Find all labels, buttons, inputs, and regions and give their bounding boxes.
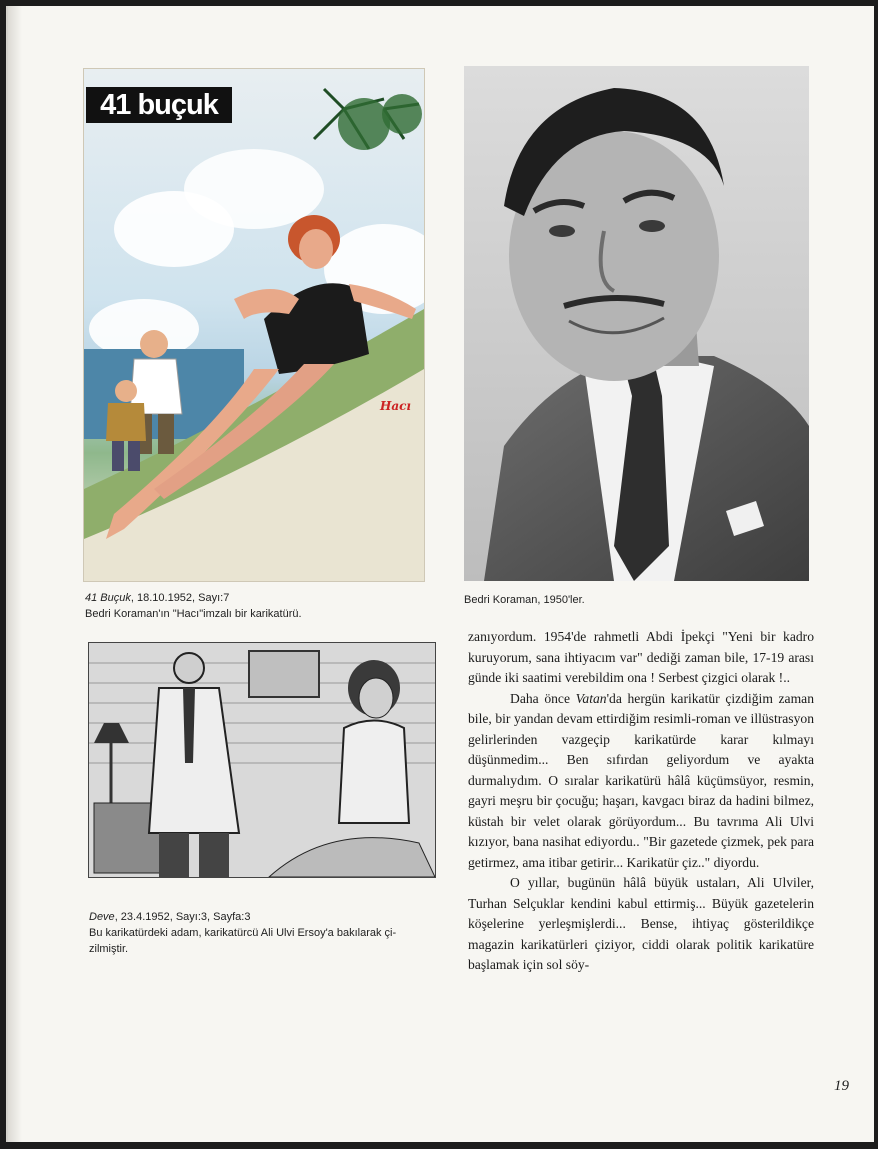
article-paragraph-2: Daha önce Vatan'da hergün karikatür çizdiğim zaman bile, bir yandan devam ettirdiğim resimli-roman ve illüstrasyon gelirlerinden vazgeçip karikatürde karar kılmayı düşünmedim... Ben sıfırdan geliyordum ve ayakta durmalıydım. O sıralar karikatürü hâlâ küçümsüyor, resmin, gayri meşru bir çocuğu; haşarı, kavgacı biraz da hadini bilmez, küstah bir velet olarak görüyordum... Bu tavrıma Ali Ulvi kızıyor, bana nasihat ediyordu.. "Bir gazetede çizmek, pek para getirmez, ama itibar getirir... Karikatür çiz.." diyordu.	[468, 690, 814, 870]
portrait-caption: Bedri Koraman, 1950'ler.	[464, 594, 585, 606]
portrait-photo	[464, 66, 809, 581]
comic-panel-image	[88, 642, 436, 878]
article-paragraph-3: O yıllar, bugünün hâlâ büyük ustaları, Ali Ulviler, Turhan Selçuklar kendini kabul ettirmiş... Büyük gazetelerin köşelerine yerleşmişlerdi... Bense, ihtiyaç gösterildikçe magazin karikatürleri çiziyor, ciddi olarak politik karikatüre başlamak için sol söy-	[468, 875, 814, 972]
magazine-cover-image	[83, 68, 425, 582]
article-paragraph-1: zanıyordum. 1954'de rahmetli Abdi İpekçi "Yeni bir kadro kuruyorum, sana ihtiyacım var" dediği zaman bile, 17-19 arası günde iki saatimi verebildim ona ! Serbest çizgici olarak !..	[468, 629, 814, 685]
panel-caption-title: Deve	[89, 911, 115, 923]
cover-caption-details: , 18.10.1952, Sayı:7	[130, 592, 230, 604]
book-page	[6, 6, 874, 1142]
panel-caption-line3: zilmiştir.	[89, 943, 129, 955]
cover-caption-title: 41 Buçuk	[85, 592, 131, 604]
artist-signature: Hacı	[380, 399, 411, 413]
comic-illustration	[89, 643, 435, 877]
cover-caption-line2: Bedri Koraman'ın "Hacı"imzalı bir karikatürü.	[85, 608, 302, 620]
panel-caption	[89, 909, 396, 957]
newspaper-name: Vatan	[575, 690, 607, 706]
cover-illustration	[84, 69, 424, 581]
cover-caption	[85, 590, 302, 622]
article-body	[468, 627, 814, 976]
portrait-illustration	[464, 66, 809, 581]
panel-caption-details: , 23.4.1952, Sayı:3, Sayfa:3	[114, 911, 251, 923]
panel-caption-line2: Bu karikatürdeki adam, karikatürcü Ali Ulvi Ersoy'a bakılarak çi-	[89, 927, 397, 939]
page-number: 19	[834, 1078, 849, 1094]
magazine-masthead: 41 buçuk	[86, 87, 232, 123]
